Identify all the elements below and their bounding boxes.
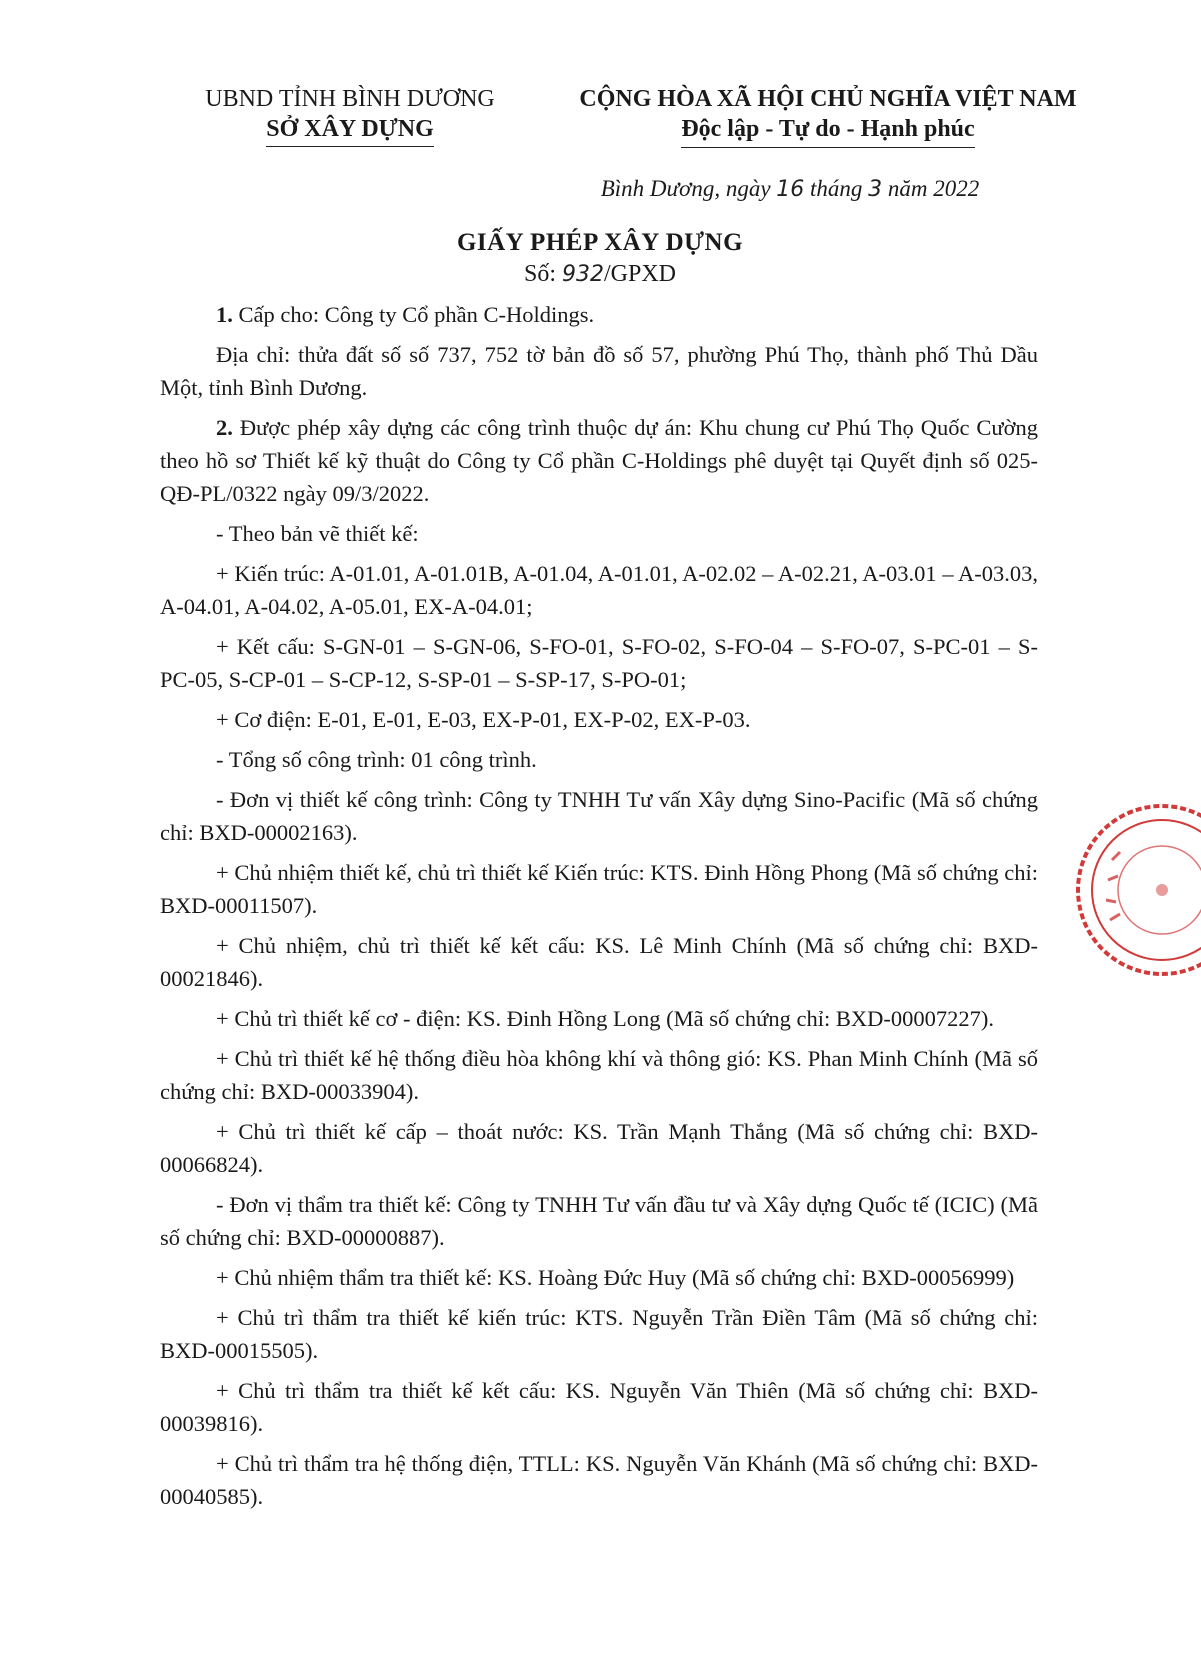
agency-parent: UBND TỈNH BÌNH DƯƠNG <box>205 86 495 112</box>
title-block <box>300 228 900 291</box>
paragraph-structure-lead: + Chủ nhiệm, chủ trì thiết kế kết cấu: KS. Lê Minh Chính (Mã số chứng chỉ: BXD-00021846). <box>160 933 1038 991</box>
paragraph-drawings: - Theo bản vẽ thiết kế: <box>216 521 419 546</box>
paragraph-1-number: 1. <box>216 302 233 327</box>
paragraph-review-chief: + Chủ nhiệm thẩm tra thiết kế: KS. Hoàng Đức Huy (Mã số chứng chỉ: BXD-00056999) <box>216 1265 1015 1290</box>
paragraph-address: Địa chỉ: thửa đất số số 737, 752 tờ bản đồ số 57, phường Phú Thọ, thành phố Thủ Dầu Một, tỉnh Bình Dương. <box>160 342 1038 400</box>
agency-header <box>185 84 515 147</box>
paragraph-review-architecture: + Chủ trì thẩm tra thiết kế kiến trúc: KTS. Nguyễn Trần Điền Tâm (Mã số chứng chỉ: BXD-00015505). <box>160 1305 1038 1363</box>
paragraph-structure: + Kết cấu: S-GN-01 – S-GN-06, S-FO-01, S-FO-02, S-FO-04 – S-FO-07, S-PC-01 – S-PC-05, S-CP-01 – S-CP-12, S-SP-01 – S-SP-17, S-PO-01; <box>160 634 1038 692</box>
document-title: GIẤY PHÉP XÂY DỰNG <box>456 229 744 256</box>
date-prefix: Bình Dương, ngày <box>600 176 771 201</box>
number-value: 932 <box>562 262 604 287</box>
paragraph-review-structure: + Chủ trì thẩm tra thiết kế kết cấu: KS. Nguyễn Văn Thiên (Mã số chứng chỉ: BXD-00039816). <box>160 1378 1038 1436</box>
paragraph-review-unit: - Đơn vị thẩm tra thiết kế: Công ty TNHH Tư vấn đầu tư và Xây dựng Quốc tế (ICIC) (Mã số chứng chỉ: BXD-00000887). <box>160 1192 1038 1250</box>
date-day: 16 <box>776 177 805 202</box>
paragraph-design-unit: - Đơn vị thiết kế công trình: Công ty TNHH Tư vấn Xây dựng Sino-Pacific (Mã số chứng chỉ: BXD-00002163). <box>160 787 1038 845</box>
paragraph-total: - Tổng số công trình: 01 công trình. <box>216 747 537 772</box>
number-label: Số: <box>523 261 556 287</box>
paragraph-mep-lead: + Chủ trì thiết kế cơ - điện: KS. Đinh Hồng Long (Mã số chứng chỉ: BXD-00007227). <box>216 1006 994 1031</box>
document-number <box>300 258 900 291</box>
issue-date <box>520 176 1060 202</box>
paragraph-plumbing-lead: + Chủ trì thiết kế cấp – thoát nước: KS. Trần Mạnh Thắng (Mã số chứng chỉ: BXD-00066824). <box>160 1119 1038 1177</box>
paragraph-2-text: Được phép xây dựng các công trình thuộc dự án: Khu chung cư Phú Thọ Quốc Cường theo hồ sơ Thiết kế kỹ thuật do Công ty Cổ phần C-Holdings phê duyệt tại Quyết định số 025-QĐ-PL/0322 ngày 09/3/2022. <box>160 415 1038 506</box>
paragraph-hvac-lead: + Chủ trì thiết kế hệ thống điều hòa không khí và thông gió: KS. Phan Minh Chính (Mã số chứng chỉ: BXD-00033904). <box>160 1046 1038 1104</box>
date-month: 3 <box>868 177 883 202</box>
paragraph-chief-architect: + Chủ nhiệm thiết kế, chủ trì thiết kế Kiến trúc: KTS. Đinh Hồng Phong (Mã số chứng chỉ: BXD-00011507). <box>160 860 1038 918</box>
paragraph-review-electrical: + Chủ trì thẩm tra hệ thống điện, TTLL: KS. Nguyễn Văn Khánh (Mã số chứng chỉ: BXD-00040585). <box>160 1451 1038 1509</box>
paragraph-mep: + Cơ điện: E-01, E-01, E-03, EX-P-01, EX-P-02, EX-P-03. <box>216 707 751 732</box>
date-month-label: tháng <box>810 176 863 201</box>
national-motto: Độc lập - Tự do - Hạnh phúc <box>681 114 974 148</box>
paragraph-1-text: Cấp cho: Công ty Cổ phần C-Holdings. <box>238 302 595 327</box>
number-suffix: /GPXD <box>604 261 677 287</box>
document-body <box>160 298 1038 1520</box>
agency-name: SỞ XÂY DỰNG <box>266 114 434 147</box>
paragraph-2-number: 2. <box>216 415 233 440</box>
official-seal-icon <box>1072 800 1201 980</box>
nation-name: CỘNG HÒA XÃ HỘI CHỦ NGHĨA VIỆT NAM <box>579 86 1077 112</box>
national-header <box>528 84 1128 148</box>
paragraph-2 <box>160 411 1038 510</box>
date-year: năm 2022 <box>887 176 980 201</box>
paragraph-1 <box>160 298 1038 331</box>
paragraph-architecture: + Kiến trúc: A-01.01, A-01.01B, A-01.04, A-01.01, A-02.02 – A-02.21, A-03.01 – A-03.03, A-04.01, A-04.02, A-05.01, EX-A-04.01; <box>160 561 1038 619</box>
